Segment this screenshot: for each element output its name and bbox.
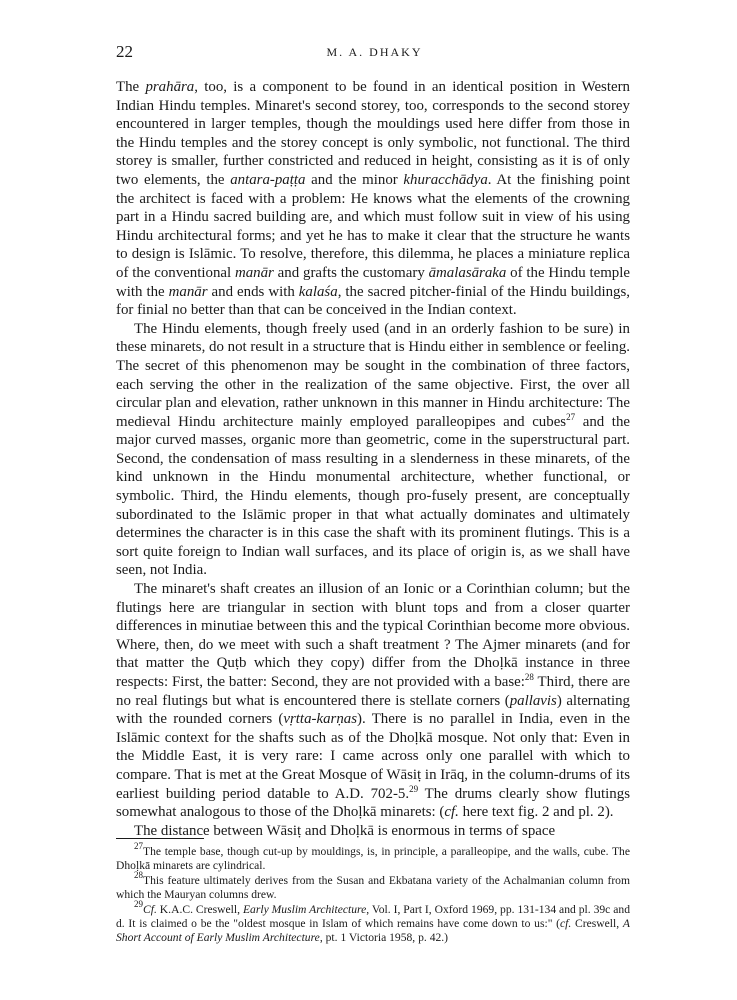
footnote-number: 27: [134, 841, 143, 851]
text-span: , too, is a component to be found in an identical position in Western Indian Hindu temples. Minaret's second storey, too, corresponds to the second storey encountered in larger temples, though the mouldings used here differ from those in the Hindu temples and the storey concept is only symbolic, not functional. The third storey is smaller, further constricted and reduced in height, consisting as it is of only two elements, the: [116, 79, 631, 188]
paragraph-1: [116, 78, 630, 320]
italic-term: prahāra: [145, 79, 195, 95]
text-span: , the sacred pitcher-finial of the Hindu buildings, for finial no better than that can be conceived in the Indian context.: [116, 283, 630, 319]
footnote-number: 28: [134, 869, 143, 880]
text-span: The drums clearly show flutings somewhat analogous to those of the Dhoḷkā minarets: (: [116, 785, 630, 821]
text-span: and the major curved masses, organic more than geometric, come in the superstructural part. Second, the condensation of mass resulting in a slenderness in these minarets, of the kind unknown in the Hindu monumental architecture, whether functional, or symbolic. Third, the Hindu elements, though pro-fusely present, are conceptually subordinated to the Islāmic proper in that what actually dominates and ultimately determines the character is in this case the shaft with its prominent flutings. This is a sort quite foreign to Indian wall surfaces, and its place of origin is, as we shall have seen, not India.: [116, 413, 630, 579]
text-span: here text fig. 2 and pl. 2).: [458, 804, 614, 821]
text-span: The minaret's shaft creates an illusion of an Ionic or a Corinthian column; but the flutings here are triangular in section with blunt tops and from a closer quarter differences in minutiae between this and the typical Corinthian become more obvious. Where, then, do we meet with such a shaft treatment ? The Ajmer minarets (and for that matter the Quṭb which they copy) differ from the Dhoḷkā instance in three respects: First, the batter: Second, they are not provided with a base:: [116, 581, 630, 690]
italic-term: manār: [168, 283, 208, 300]
footnote-text: K.A.C. Creswell,: [156, 902, 243, 916]
text-span: and ends with: [207, 283, 299, 300]
book-title: Early Muslim Architecture: [242, 902, 367, 916]
text-span: . At the finishing point the architect is faced with a problem: He knows what the elements of the crowning part in a Hindu sacred building are, and which must follow suit in view of his using Hindu architectural forms; and yet he has to make it clear that the structure he wants to design is Islāmic. To resolve, therefore, this dilemma, he places a miniature replica of the conventional: [116, 171, 630, 281]
footnote-28: [116, 869, 630, 903]
footnote-29: [116, 898, 630, 946]
footnotes: [116, 841, 630, 946]
page-number: 22: [116, 42, 133, 61]
footnote-text: This feature ultimately derives from the Susan and Ekbatana variety of the Achalmanian column from which the Mauryan columns drew.: [116, 873, 630, 902]
page-header: [116, 40, 633, 64]
footnote-ref: 27: [566, 411, 576, 422]
italic-term: kalaśa: [298, 283, 338, 300]
body-text: [116, 78, 630, 840]
text-span: and the minor: [305, 171, 404, 188]
footnote-text: , Vol. I, Part I, Oxford 1969, pp. 131-134 and pl. 39c and d. It is claimed o be the "oldest mosque in Islam of which remains have come down to us:" (: [116, 902, 630, 931]
text-span: ). There is no parallel in India, even in the Islāmic context for the shafts such as of the Dhoḷkā mosque. Not only that: Even in the Middle East, it is very rare: I came across only one parallel with which to compare. That is met at the Great Mosque of Wāsiṭ in Irāq, in the column-drums of its earliest building period datable to A.D. 702-5.: [116, 711, 630, 802]
footnote-text: , pt. 1 Victoria 1958, p. 42.): [319, 931, 449, 945]
footnote-ref: 28: [524, 672, 534, 682]
footnote-ref: 29: [409, 783, 419, 794]
text-span: ) alternating with the rounded corners (: [116, 692, 630, 728]
italic-term: pallavis: [509, 692, 557, 709]
text-span: and grafts the customary: [273, 264, 429, 281]
italic-term: āmalasāraka: [428, 264, 507, 281]
italic-term: khuracchādya: [403, 171, 488, 188]
italic-term: vṛtta-karṇas: [283, 711, 358, 728]
footnote-text: The temple base, though cut-up by mouldings, is, in principle, a paralleopipe, and the walls, cube. The Dhoḷkā minarets are cylindrical.: [116, 845, 630, 873]
paragraph-3: [116, 580, 630, 822]
paragraph-2: [116, 320, 630, 580]
text-span: Third, there are no real flutings but what is encountered there is stellate corners (: [116, 674, 631, 709]
italic-term: antara-paṭṭa: [230, 171, 306, 188]
text-span: of the Hindu temple with the: [116, 264, 630, 300]
italic-term: cf.: [560, 917, 572, 931]
footnote-divider: [116, 838, 204, 839]
running-head: M. A. DHAKY: [326, 45, 423, 59]
text-span: The Hindu elements, though freely used (and in an orderly fashion to be sure) in these minarets, do not result in a structure that is Hindu either in semblence or feeling. The secret of this phenomenon may be sought in the combination of three factors, each serving the other in the realization of the same objective. First, the over all circular plan and elevation, rather unknown in this manner in Hindu architecture: The medieval Hindu architecture mainly employed paralleopipes and cubes: [116, 320, 630, 430]
text-span: The distance between Wāsiṭ and Dhoḷkā is enormous in terms of space: [134, 822, 556, 839]
book-title: A Short Account of Early Muslim Architecture: [116, 917, 630, 945]
footnote-27: [116, 841, 630, 874]
italic-term: cf.: [444, 804, 459, 821]
footnote-number: 29: [134, 898, 143, 909]
italic-term: manār: [234, 264, 274, 281]
footnote-text: Creswell,: [571, 917, 623, 931]
italic-term: Cf.: [143, 902, 157, 916]
text-span: The: [116, 79, 146, 95]
